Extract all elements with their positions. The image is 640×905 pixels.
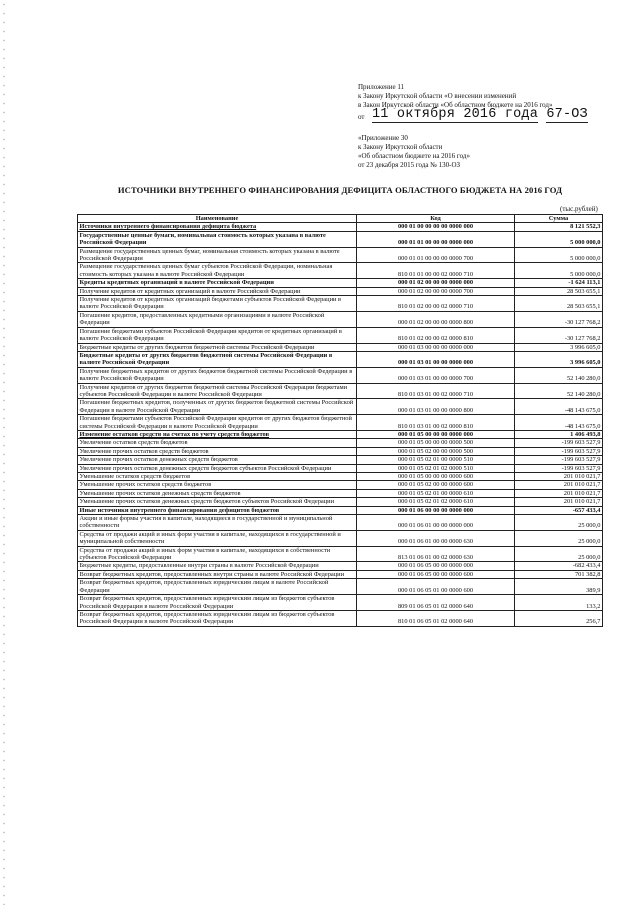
table-row: [78, 546, 603, 562]
row-name-text: Изменение остатков средств на счетах по учету средств бюджетов: [79, 430, 270, 438]
row-code: 000 01 05 00 00 00 0000 000: [357, 430, 515, 438]
row-name: [78, 327, 357, 343]
row-sum: 3 996 605,0: [515, 343, 603, 351]
date-text: 11 октября 2016 года: [372, 107, 539, 122]
row-name-text: Бюджетные кредиты от других бюджетов бюджетной системы Российской Федерации: [79, 343, 315, 351]
row-name: [78, 473, 357, 481]
row-sum: 201 010 021,7: [515, 473, 603, 481]
row-sum: 201 010 021,7: [515, 489, 603, 497]
row-sum: -199 603 527,9: [515, 439, 603, 447]
law-number: 67-ОЗ: [546, 107, 588, 122]
row-name: [78, 579, 357, 595]
header2-line-4: от 23 декабря 2015 года № 130-ОЗ: [358, 161, 461, 169]
row-name-text: Увеличение остатков средств бюджетов: [79, 439, 188, 447]
row-sum: 25 000,0: [515, 546, 603, 562]
row-name-text: Погашение бюджетами субъектов Российской Федерации кредитов от других бюджетов бюджетной системы Российской Федерации в валюте Российской Федерации: [79, 415, 352, 430]
row-name: [78, 223, 357, 231]
row-sum: -30 127 768,2: [515, 327, 603, 343]
row-name: [78, 399, 357, 415]
row-name-text: Размещение государственных ценных бумаг субъектов Российской Федерации, номинальная стоимость которых указана в валюте Российской Федерации: [79, 263, 333, 278]
scan-edge-artifact: [2, 0, 6, 905]
row-name: [78, 610, 357, 626]
row-code: 000 01 01 00 00 00 0000 700: [357, 247, 515, 263]
date-prefix: от: [358, 113, 365, 121]
row-name-text: Погашение кредитов, предоставленных кредитными организациями в валюте Российской Федерации: [79, 311, 325, 327]
row-code: 813 01 06 01 00 02 0000 630: [357, 546, 515, 562]
row-code: 000 01 05 02 01 02 0000 610: [357, 498, 515, 506]
row-code: 000 01 05 02 00 00 0000 600: [357, 481, 515, 489]
table-header-row: [78, 215, 603, 223]
row-name-text: Возврат бюджетных кредитов, предоставленных юридическим лицам из бюджетов субъектов Российской Федерации в валюте Российской Федерации: [79, 610, 335, 626]
table-row: [78, 415, 603, 431]
row-code: 000 01 00 00 00 00 0000 000: [357, 223, 515, 231]
row-code: 809 01 06 05 01 02 0000 640: [357, 595, 515, 611]
row-sum: 52 140 280,0: [515, 367, 603, 383]
row-sum: -48 143 675,0: [515, 399, 603, 415]
row-name: [78, 456, 357, 464]
row-name: [78, 546, 357, 562]
table-row: [78, 456, 603, 464]
row-name-text: Уменьшение прочих остатков денежных средств бюджетов субъектов Российской Федерации: [79, 498, 334, 506]
row-sum: 28 503 655,1: [515, 287, 603, 295]
row-code: 810 01 02 00 00 02 0000 810: [357, 327, 515, 343]
document-title: ИСТОЧНИКИ ВНУТРЕННЕГО ФИНАНСИРОВАНИЯ ДЕФИЦИТА ОБЛАСТНОГО БЮДЖЕТА НА 2016 ГОД: [117, 185, 563, 195]
row-name-text: Бюджетные кредиты от других бюджетов бюджетной системы Российской Федерации в валюте Российской Федерации: [79, 351, 333, 367]
row-sum: -48 143 675,0: [515, 415, 603, 431]
row-sum: 25 000,0: [515, 530, 603, 546]
row-name: [78, 287, 357, 295]
table-row: [78, 530, 603, 546]
row-sum: 3 996 605,0: [515, 351, 603, 367]
row-name-text: Иные источники внутреннего финансирования дефицитов бюджетов: [79, 506, 280, 514]
row-name: [78, 383, 357, 399]
row-sum: 52 140 280,0: [515, 383, 603, 399]
row-name-text: Увеличение прочих остатков денежных средств бюджетов: [79, 456, 238, 464]
row-code: 000 01 02 00 00 00 0000 000: [357, 279, 515, 287]
table-row: [78, 343, 603, 351]
row-name: [78, 439, 357, 447]
row-name: [78, 498, 357, 506]
row-sum: -199 603 527,9: [515, 447, 603, 455]
row-code: 000 01 03 01 00 00 0000 700: [357, 367, 515, 383]
row-code: 810 01 02 00 00 02 0000 710: [357, 296, 515, 312]
row-sum: 389,9: [515, 579, 603, 595]
row-sum: 28 503 655,1: [515, 296, 603, 312]
row-sum: 701 382,8: [515, 570, 603, 578]
header-line-1: Приложение 11: [358, 83, 405, 91]
table-row: [78, 447, 603, 455]
header2-line-1: «Приложение 30: [358, 134, 408, 142]
row-name-text: Получение кредитов от кредитных организаций бюджетами субъектов Российской Федерации в валюте Российской Федерации: [79, 296, 342, 311]
header-code: Код: [357, 215, 515, 223]
row-name-text: Государственные ценные бумаги, номинальная стоимость которых указана в валюте Российской Федерации: [79, 231, 326, 247]
financing-sources-table: [77, 214, 603, 627]
row-name: [78, 263, 357, 279]
row-name: [78, 515, 357, 531]
table-row: [78, 489, 603, 497]
row-name: [78, 530, 357, 546]
table-row: [78, 439, 603, 447]
row-name: [78, 430, 357, 438]
table-row: [78, 231, 603, 247]
table-row: [78, 287, 603, 295]
row-sum: 5 000 000,0: [515, 231, 603, 247]
row-code: 000 01 05 02 00 00 0000 500: [357, 447, 515, 455]
units-label: (тыс.рублей): [560, 205, 598, 213]
row-name: [78, 447, 357, 455]
table-row: [78, 430, 603, 438]
row-code: 000 01 05 00 00 00 0000 500: [357, 439, 515, 447]
table-row: [78, 399, 603, 415]
row-name: [78, 489, 357, 497]
row-name: [78, 311, 357, 327]
table-row: [78, 383, 603, 399]
row-name-text: Средства от продажи акций и иных форм участия в капитале, находящихся в собственности субъектов Российской Федерации: [79, 546, 331, 562]
row-name: [78, 279, 357, 287]
row-code: 000 01 02 00 00 00 0000 700: [357, 287, 515, 295]
row-name-text: Получение бюджетных кредитов от других бюджетов бюджетной системы Российской Федерации в валюте Российской Федерации: [79, 367, 353, 383]
row-name: [78, 595, 357, 611]
row-sum: -1 624 113,1: [515, 279, 603, 287]
row-sum: 25 000,0: [515, 515, 603, 531]
row-name-text: Получение кредитов от кредитных организаций в валюте Российской Федерации: [79, 287, 301, 295]
row-name-text: Бюджетные кредиты, предоставленные внутри страны в валюте Российской Федерации: [79, 562, 319, 570]
row-sum: -199 603 527,9: [515, 464, 603, 472]
row-name: [78, 247, 357, 263]
row-sum: -657 433,4: [515, 506, 603, 514]
row-code: 810 01 03 01 00 02 0000 810: [357, 415, 515, 431]
table-row: [78, 223, 603, 231]
row-sum: 201 010 021,7: [515, 481, 603, 489]
row-sum: 256,7: [515, 610, 603, 626]
table-row: [78, 498, 603, 506]
row-sum: -199 603 527,9: [515, 456, 603, 464]
row-sum: 133,2: [515, 595, 603, 611]
row-name: [78, 506, 357, 514]
header2-line-3: «Об областном бюджете на 2016 год»: [358, 152, 470, 160]
table-row: [78, 515, 603, 531]
row-name-text: Уменьшение прочих остатков денежных средств бюджетов: [79, 489, 241, 497]
row-code: 810 01 06 05 01 02 0000 640: [357, 610, 515, 626]
header2-line-2: к Закону Иркутской области: [358, 143, 443, 151]
header-line-2: к Закону Иркутской области «О внесении изменений: [358, 92, 517, 100]
table-row: [78, 263, 603, 279]
row-code: 000 01 06 05 00 00 0000 600: [357, 570, 515, 578]
header-name: Наименование: [78, 215, 357, 223]
row-sum: 201 010 021,7: [515, 498, 603, 506]
table-row: [78, 296, 603, 312]
table-row: [78, 562, 603, 570]
row-sum: -30 127 768,2: [515, 311, 603, 327]
row-code: 000 01 06 01 00 00 0000 630: [357, 530, 515, 546]
table-row: [78, 247, 603, 263]
row-code: 000 01 03 00 00 00 0000 000: [357, 343, 515, 351]
row-name: [78, 343, 357, 351]
row-code: 000 01 03 01 00 00 0000 800: [357, 399, 515, 415]
table-row: [78, 610, 603, 626]
row-sum: 5 000 000,0: [515, 263, 603, 279]
row-name-text: Погашение бюджетных кредитов, полученных от других бюджетов бюджетной системы Российской Федерации в валюте Российской Федерации: [79, 399, 354, 414]
table-row: [78, 473, 603, 481]
table-row: [78, 367, 603, 383]
row-code: 000 01 06 01 00 00 0000 000: [357, 515, 515, 531]
row-name: [78, 367, 357, 383]
row-code: 000 01 06 05 01 00 0000 600: [357, 579, 515, 595]
row-name: [78, 231, 357, 247]
table-row: [78, 351, 603, 367]
row-sum: 1 406 493,8: [515, 430, 603, 438]
row-name: [78, 464, 357, 472]
row-name-text: Кредиты кредитных организаций в валюте Российской Федерации: [79, 279, 274, 287]
table-row: [78, 279, 603, 287]
row-name: [78, 481, 357, 489]
table-row: [78, 311, 603, 327]
row-name-text: Акции и иные формы участия в капитале, находящиеся в государственной и муниципальной собственности: [79, 515, 333, 530]
row-name: [78, 351, 357, 367]
law-date: [358, 107, 618, 122]
table-body: [78, 223, 603, 626]
row-code: 000 01 02 00 00 00 0000 800: [357, 311, 515, 327]
row-name: [78, 570, 357, 578]
header-sum: Сумма: [515, 215, 603, 223]
appendix-header: [358, 83, 618, 122]
row-name-text: Увеличение прочих остатков средств бюджетов: [79, 447, 209, 455]
row-name-text: Размещение государственных ценных бумаг, номинальная стоимость которых указана в валюте Российской Федерации: [79, 247, 340, 263]
row-code: 000 01 01 00 00 00 0000 000: [357, 231, 515, 247]
row-name: [78, 415, 357, 431]
table-row: [78, 506, 603, 514]
row-name-text: Погашение бюджетами субъектов Российской Федерации кредитов от кредитных организаций в валюте Российской Федерации: [79, 327, 342, 343]
row-name-text: Возврат бюджетных кредитов, предоставленных юридическим лицам из бюджетов субъектов Российской Федерации в валюте Российской Федерации: [79, 595, 335, 610]
row-sum: 5 000 000,0: [515, 247, 603, 263]
row-code: 000 01 06 05 00 00 0000 000: [357, 562, 515, 570]
row-code: 000 01 06 00 00 00 0000 000: [357, 506, 515, 514]
table-row: [78, 595, 603, 611]
table-row: [78, 327, 603, 343]
original-appendix-header: [358, 134, 618, 170]
row-name-text: Уменьшение прочих остатков средств бюджетов: [79, 481, 212, 489]
table-row: [78, 481, 603, 489]
row-code: 810 01 01 00 00 02 0000 710: [357, 263, 515, 279]
row-name: [78, 296, 357, 312]
row-code: 000 01 05 02 01 00 0000 510: [357, 456, 515, 464]
table-row: [78, 579, 603, 595]
row-name-text: Уменьшение остатков средств бюджетов: [79, 473, 191, 480]
row-name-text: Источники внутреннего финансирования дефицита бюджета: [79, 223, 257, 231]
table-row: [78, 570, 603, 578]
row-code: 000 01 05 02 01 00 0000 610: [357, 489, 515, 497]
handwritten-date: [372, 108, 588, 121]
row-sum: 8 121 552,3: [515, 223, 603, 231]
row-name: [78, 562, 357, 570]
row-code: 810 01 03 01 00 02 0000 710: [357, 383, 515, 399]
row-sum: -682 433,4: [515, 562, 603, 570]
row-name-text: Получение кредитов от других бюджетов бюджетной системы Российской Федерации бюджетами субъектов Российской Федерации в валюте Российской Федерации: [79, 383, 348, 398]
row-name-text: Средства от продажи акций и иных форм участия в капитале, находящихся в государственной и муниципальной собственности: [79, 530, 341, 546]
row-name-text: Возврат бюджетных кредитов, предоставленных юридическим лицам в валюте Российской Федерации: [79, 579, 329, 594]
row-code: 000 01 05 00 00 00 0000 600: [357, 473, 515, 481]
row-code: 000 01 03 01 00 00 0000 000: [357, 351, 515, 367]
row-name-text: Возврат бюджетных кредитов, предоставленных внутри страны в валюте Российской Федерации: [79, 570, 345, 578]
header-line-3: в Закон Иркутской области «Об областном бюджете на 2016 год»: [358, 101, 553, 109]
row-code: 000 01 05 02 01 02 0000 510: [357, 464, 515, 472]
row-name-text: Увеличение прочих остатков денежных средств бюджетов субъектов Российской Федерации: [79, 464, 332, 472]
table-row: [78, 464, 603, 472]
